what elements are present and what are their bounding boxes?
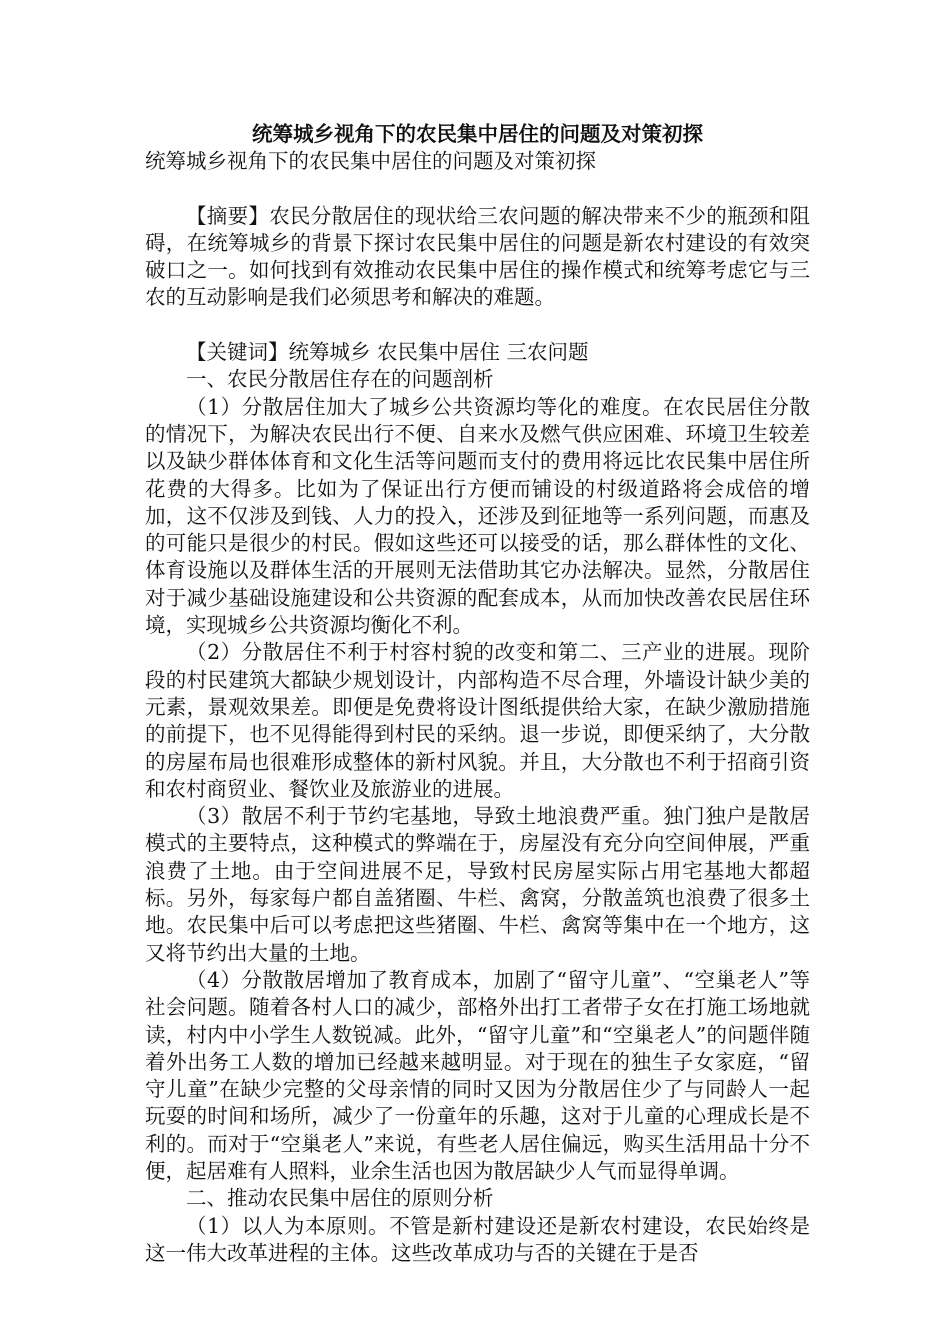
blank-line bbox=[145, 175, 810, 202]
document-body bbox=[145, 120, 810, 1267]
abstract-paragraph: 【摘要】农民分散居住的现状给三农问题的解决带来不少的瓶颈和阻碍，在统筹城乡的背景下探讨农民集中居住的问题是新农村建设的有效突破口之一。如何找到有效推动农民集中居住的操作模式和统筹考虑它与三农的互动影响是我们必须思考和解决的难题。 bbox=[145, 203, 810, 310]
section-1-paragraph-2: （2）分散居住不利于村容村貌的改变和第二、三产业的进展。现阶段的村民建筑大都缺少规划设计，内部构造不尽合理，外墙设计缺少美的元素，景观效果差。即便是免费将设计图纸提供给大家，在缺少激励措施的前提下，也不见得能得到村民的采纳。退一步说，即便采纳了，大分散的房屋布局也很难形成整体的新村风貌。并且，大分散也不利于招商引资和农村商贸业、餐饮业及旅游业的进展。 bbox=[145, 640, 810, 801]
section-1-paragraph-4: （4）分散散居增加了教育成本，加剧了“留守儿童”、“空巢老人”等社会问题。随着各村人口的减少，部格外出打工者带子女在打施工场地就读，村内中小学生人数锐减。此外，“留守儿童”和“空巢老人”的问题伴随着外出务工人数的增加已经越来越明显。对于现在的独生子女家庭，“留守儿童”在缺少完整的父母亲情的同时又因为分散居住少了与同龄人一起玩耍的时间和场所，减少了一份童年的乐趣，这对于儿童的心理成长是不利的。而对于“空巢老人”来说，有些老人居住偏远，购买生活用品十分不便，起居难有人照料，业余生活也因为散居缺少人气而显得单调。 bbox=[145, 967, 810, 1183]
section-2-heading: 二、推动农民集中居住的原则分析 bbox=[186, 1186, 494, 1211]
keywords-line: 【关键词】统筹城乡 农民集中居住 三农问题 bbox=[186, 340, 589, 365]
document-subtitle: 统筹城乡视角下的农民集中居住的问题及对策初探 bbox=[145, 149, 596, 173]
section-1-heading: 一、农民分散居住存在的问题剖析 bbox=[186, 367, 494, 392]
section-2-paragraph-1: （1）以人为本原则。不管是新村建设还是新农村建设，农民始终是这一伟大改革进程的主体。这些改革成功与否的关键在于是否 bbox=[145, 1213, 810, 1265]
blank-line bbox=[145, 312, 810, 339]
document-title: 统筹城乡视角下的农民集中居住的问题及对策初探 bbox=[252, 122, 703, 146]
section-1-paragraph-1: （1）分散居住加大了城乡公共资源均等化的难度。在农民居住分散的情况下，为解决农民出行不便、自来水及燃气供应困难、环境卫生较差以及缺少群体体育和文化生活等问题而支付的费用将远比农民集中居住所花费的大得多。比如为了保证出行方便而铺设的村级道路将会成倍的增加，这不仅涉及到钱、人力的投入，还涉及到征地等一系列问题，而惠及的可能只是很少的村民。假如这些还可以接受的话，那么群体性的文化、体育设施以及群体生活的开展则无法借助其它办法解决。显然，分散居住对于减少基础设施建设和公共资源的配套成本，从而加快改善农民居住环境，实现城乡公共资源均衡化不利。 bbox=[145, 394, 810, 638]
section-1-paragraph-3: （3）散居不利于节约宅基地，导致土地浪费严重。独门独户是散居模式的主要特点，这种模式的弊端在于，房屋没有充分向空间伸展，严重浪费了土地。由于空间进展不足，导致村民房屋实际占用宅基地大都超标。另外，每家每户都自盖猪圈、牛栏、禽窝，分散盖筑也浪费了很多土地。农民集中后可以考虑把这些猪圈、牛栏、禽窝等集中在一个地方，这又将节约出大量的土地。 bbox=[145, 804, 810, 965]
